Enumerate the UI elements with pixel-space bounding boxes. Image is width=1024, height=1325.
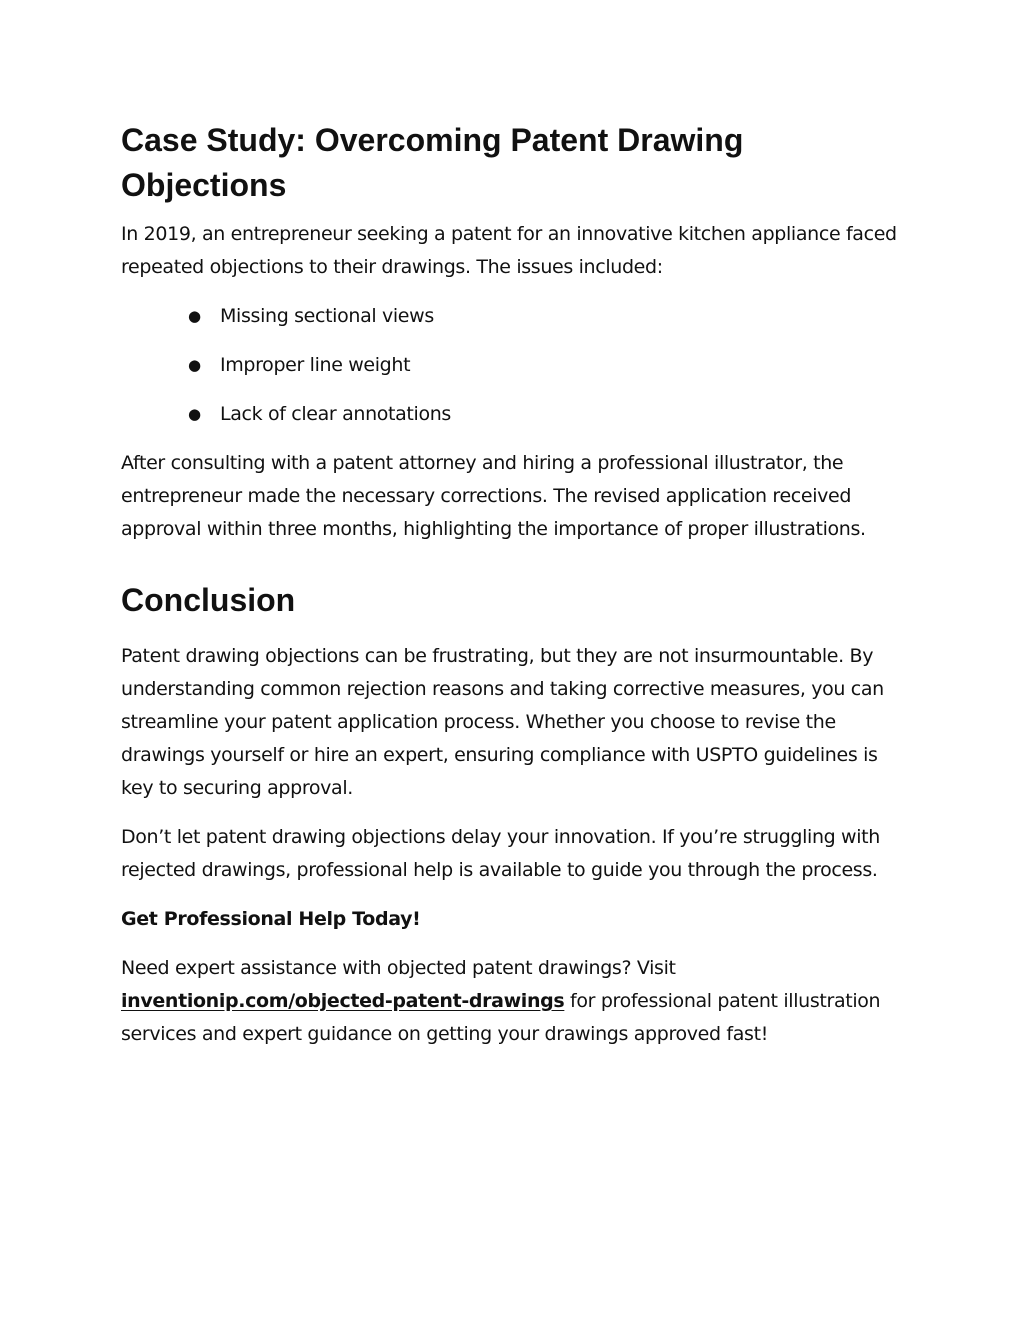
bullet-icon: ● — [188, 307, 201, 325]
list-item — [188, 349, 911, 382]
list-item — [188, 398, 911, 431]
case-study-outcome: After consulting with a patent attorney and hiring a professional illustrator, the entrepreneur made the necessary corrections. The revised application received approval within three months, highlighting the importance of proper illustrations. — [121, 452, 866, 540]
inventionip-link[interactable]: inventionip.com/objected-patent-drawings — [121, 990, 565, 1012]
conclusion-paragraph-2: Don’t let patent drawing objections delay your innovation. If you’re struggling with rejected drawings, professional help is available to guide you through the process. — [121, 826, 880, 881]
cta-heading: Get Professional Help Today! — [121, 908, 421, 930]
issue-text: Lack of clear annotations — [220, 403, 451, 425]
cta-text-before: Need expert assistance with objected patent drawings? Visit — [121, 957, 676, 979]
case-study-intro: In 2019, an entrepreneur seeking a patent for an innovative kitchen appliance faced repeated objections to their drawings. The issues included: — [121, 223, 897, 278]
issue-text: Missing sectional views — [220, 305, 434, 327]
cta-paragraph — [121, 952, 911, 1051]
conclusion-heading: Conclusion — [121, 582, 296, 618]
list-item — [188, 300, 911, 333]
bullet-icon: ● — [188, 405, 201, 423]
document-page — [121, 118, 911, 1067]
bullet-icon: ● — [188, 356, 201, 374]
issue-text: Improper line weight — [220, 354, 411, 376]
cta-text-after: for professional patent illustration services and expert guidance on getting your drawings approved fast! — [121, 990, 881, 1045]
issues-list — [121, 300, 911, 431]
case-study-heading: Case Study: Overcoming Patent Drawing Objections — [121, 122, 744, 203]
conclusion-paragraph-1: Patent drawing objections can be frustrating, but they are not insurmountable. By understanding common rejection reasons and taking corrective measures, you can streamline your patent application process. Whether you choose to revise the drawings yourself or hire an expert, ensuring compliance with USPTO guidelines is key to securing approval. — [121, 645, 884, 799]
